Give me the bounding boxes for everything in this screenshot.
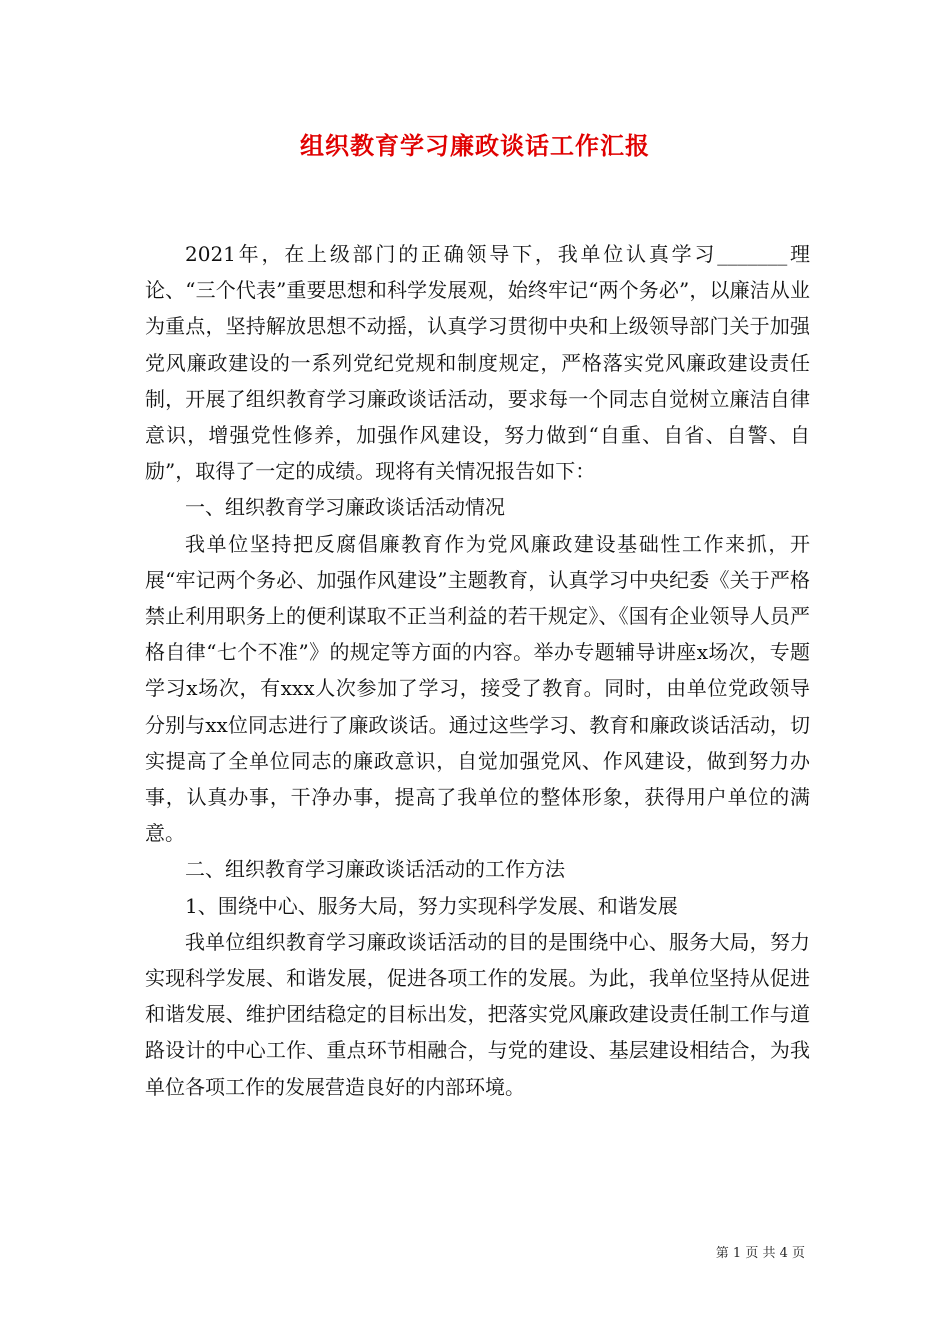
paragraph-intro: 2021年，在上级部门的正确领导下，我单位认真学习_______理论、“三个代表”重要思想和科学发展观，始终牢记“两个务必”，以廉洁从业为重点，坚持解放思想不动摇，认真学习贯彻中央和上级领导部门关于加强党风廉政建设的一系列党纪党规和制度规定，严格落实党风廉政建设责任制，开展了组织教育学习廉政谈话活动，要求每一个同志自觉树立廉洁自律意识，增强党性修养，加强作风建设，努力做到“自重、自省、自警、自励”，取得了一定的成绩。现将有关情况报告如下： (145, 242, 810, 484)
page-number-footer: 第 1 页 共 4 页 (715, 1246, 805, 1261)
section-heading-1: 一、组织教育学习廉政谈话活动情况 (185, 495, 505, 520)
paragraph-subsection-1: 我单位组织教育学习廉政谈话活动的目的是围绕中心、服务大局，努力实现科学发展、和谐发展，促进各项工作的发展。为此，我单位坚持从促进和谐发展、维护团结稳定的目标出发，把落实党风廉政建设责任制工作与道路设计的中心工作、重点环节相融合，与党的建设、基层建设相结合，为我单位各项工作的发展营造良好的内部环境。 (145, 929, 810, 1099)
paragraph-section-1: 我单位坚持把反腐倡廉教育作为党风廉政建设基础性工作来抓，开展“牢记两个务必、加强作风建设”主题教育，认真学习中央纪委《关于严格禁止利用职务上的便利谋取不正当利益的若干规定》、《国有企业领导人员严格自律“七个不准”》的规定等方面的内容。举办专题辅导讲座x场次，专题学习x场次，有xxx人次参加了学习，接受了教育。同时，由单位党政领导分别与xx位同志进行了廉政谈话。通过这些学习、教育和廉政谈话活动，切实提高了全单位同志的廉政意识，自觉加强党风、作风建设，做到努力办事，认真办事，干净办事，提高了我单位的整体形象，获得用户单位的满意。 (145, 531, 810, 846)
document-body (145, 236, 810, 1105)
document-title: 组织教育学习廉政谈话工作汇报 (300, 131, 650, 160)
section-heading-2: 二、组织教育学习廉政谈话活动的工作方法 (185, 857, 565, 882)
subsection-heading-1: 1、围绕中心、服务大局，努力实现科学发展、和谐发展 (185, 893, 678, 918)
